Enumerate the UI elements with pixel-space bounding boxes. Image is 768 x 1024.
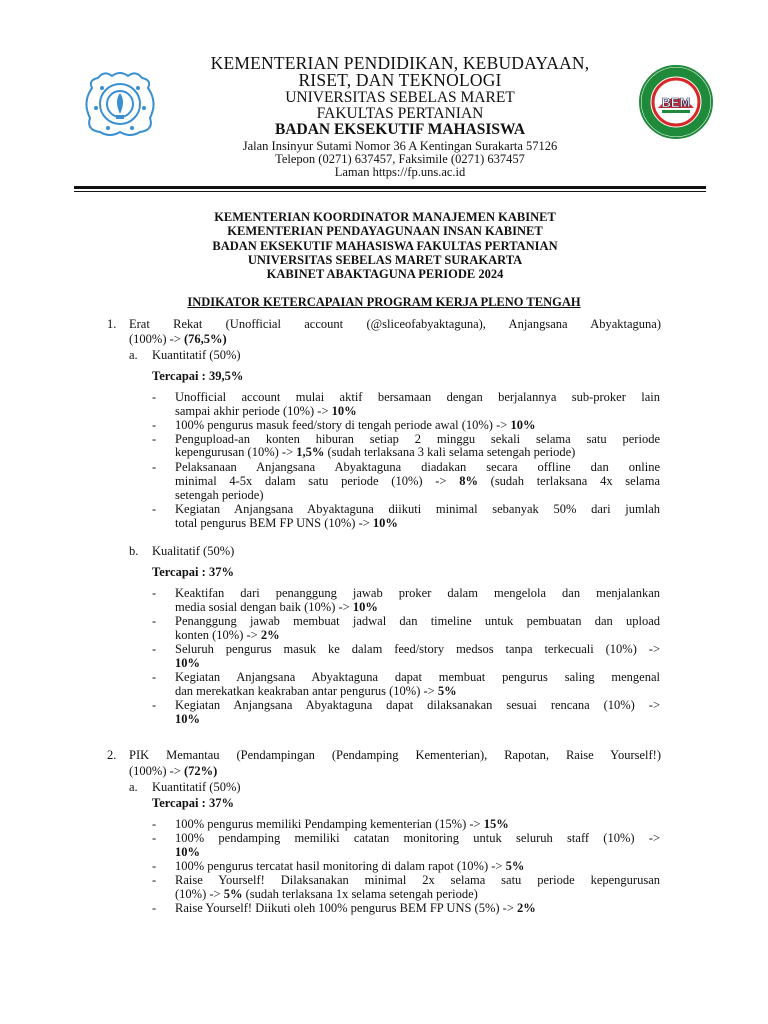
header-line: UNIVERSITAS SEBELAS MARET SURAKARTA xyxy=(247,253,523,267)
list-bullet: - xyxy=(152,586,157,600)
list-item: Seluruh pengurus masuk ke dalam feed/story medsos tanpa terkecuali (10%) -> xyxy=(175,642,660,656)
university-logo-icon xyxy=(78,68,162,138)
section-heading: PIK Memantau (Pendampingan (Pendamping Kementerian), Rapotan, Raise Yourself!) xyxy=(129,748,661,762)
bem-logo-icon xyxy=(638,64,714,140)
list-bullet: - xyxy=(152,432,157,446)
header-line: BADAN EKSEKUTIF MAHASISWA FAKULTAS PERTANIAN xyxy=(212,239,558,253)
list-bullet: - xyxy=(152,418,157,432)
sub-heading: Kuantitatif (50%) xyxy=(152,780,241,794)
university-name: UNIVERSITAS SEBELAS MARET xyxy=(285,89,515,106)
sub-label: b. xyxy=(129,544,139,558)
list-item: dan merekatkan keakraban antar pengurus (10%) -> 5% xyxy=(175,684,457,698)
list-bullet: - xyxy=(152,831,157,845)
list-item: Kegiatan Anjangsana Abyaktaguna dapat membuat pengurus saling mengenal xyxy=(175,670,660,684)
tercapai-label: Tercapai : 37% xyxy=(152,565,234,579)
faculty-name: FAKULTAS PERTANIAN xyxy=(316,105,484,122)
section-result: (72%) xyxy=(183,764,218,778)
list-item: 100% pengurus memiliki Pendamping kementerian (15%) -> 15% xyxy=(175,817,509,831)
header-line: KEMENTERIAN KOORDINATOR MANAJEMEN KABINET xyxy=(214,210,556,224)
list-item: 10% xyxy=(175,656,200,670)
list-bullet: - xyxy=(152,859,157,873)
web-line: Laman https://fp.uns.ac.id xyxy=(334,165,466,179)
sub-heading: Kuantitatif (50%) xyxy=(152,348,241,362)
list-bullet: - xyxy=(152,614,157,628)
list-item: Keaktifan dari penanggung jawab proker dalam mengelola dan menjalankan xyxy=(175,586,660,600)
list-item: minimal 4-5x dalam satu periode (10%) -> 8% (sudah terlaksana 4x selama xyxy=(175,474,660,488)
sub-label: a. xyxy=(129,348,138,362)
section-weight: (100%) -> (76,5%) xyxy=(129,332,227,346)
list-bullet: - xyxy=(152,698,157,712)
section-heading: Erat Rekat (Unofficial account (@sliceofabyaktaguna), Anjangsana Abyaktaguna) xyxy=(129,317,661,331)
document-title: INDIKATOR KETERCAPAIAN PROGRAM KERJA PLENO TENGAH xyxy=(187,295,581,309)
list-bullet: - xyxy=(152,390,157,404)
list-item: Raise Yourself! Diikuti oleh 100% pengurus BEM FP UNS (5%) -> 2% xyxy=(175,901,536,915)
tercapai-label: Tercapai : 37% xyxy=(152,796,234,810)
list-bullet: - xyxy=(152,670,157,684)
list-item: (10%) -> 5% (sudah terlaksana 1x selama setengah periode) xyxy=(175,887,478,901)
list-bullet: - xyxy=(152,502,157,516)
list-item: kepengurusan (10%) -> 1,5% (sudah terlaksana 3 kali selama setengah periode) xyxy=(175,445,576,459)
org-name: BADAN EKSEKUTIF MAHASISWA xyxy=(274,121,526,138)
section-number: 1. xyxy=(107,317,117,331)
list-item: Kegiatan Anjangsana Abyaktaguna diikuti minimal sebanyak 50% dari jumlah xyxy=(175,502,660,516)
list-item: Kegiatan Anjangsana Abyaktaguna dapat dilaksanakan sesuai rencana (10%) -> xyxy=(175,698,660,712)
list-item: 10% xyxy=(175,845,200,859)
list-item: sampai akhir periode (10%) -> 10% xyxy=(175,404,357,418)
list-item: 100% pengurus masuk feed/story di tengah periode awal (10%) -> 10% xyxy=(175,418,536,432)
list-item: Unofficial account mulai aktif bersamaan dengan berjalannya sub-proker lain xyxy=(175,390,660,404)
list-item: media sosial dengan baik (10%) -> 10% xyxy=(175,600,378,614)
list-bullet: - xyxy=(152,817,157,831)
list-item: Raise Yourself! Dilaksanakan minimal 2x selama satu periode kepengurusan xyxy=(175,873,660,887)
list-item: 10% xyxy=(175,712,200,726)
section-weight: (100%) -> (72%) xyxy=(129,764,218,778)
phone-line: Telepon (0271) 637457, Faksimile (0271) 637457 xyxy=(275,152,525,166)
ministry-line1: KEMENTERIAN PENDIDIKAN, KEBUDAYAAN, xyxy=(210,53,590,73)
header-line: KEMENTERIAN PENDAYAGUNAAN INSAN KABINET xyxy=(227,224,543,238)
sub-label: a. xyxy=(129,780,138,794)
list-item: 100% pengurus tercatat hasil monitoring di dalam rapot (10%) -> 5% xyxy=(175,859,525,873)
sub-heading: Kualitatif (50%) xyxy=(152,544,235,558)
section-number: 2. xyxy=(107,748,117,762)
list-item: Penanggung jawab membuat jadwal dan timeline untuk pembuatan dan upload xyxy=(175,614,660,628)
list-item: setengah periode) xyxy=(175,488,264,502)
letterhead-divider-thick xyxy=(74,186,706,189)
list-bullet: - xyxy=(152,460,157,474)
section-result: (76,5%) xyxy=(183,332,227,346)
ministry-line2: RISET, DAN TEKNOLOGI xyxy=(298,70,502,90)
tercapai-label: Tercapai : 39,5% xyxy=(152,369,244,383)
list-item: 100% pendamping memiliki catatan monitoring untuk seluruh staff (10%) -> xyxy=(175,831,660,845)
list-item: Pelaksanaan Anjangsana Abyaktaguna diadakan secara offline dan online xyxy=(175,460,660,474)
list-bullet: - xyxy=(152,901,157,915)
bem-logo-text: BEM xyxy=(661,95,691,110)
list-bullet: - xyxy=(152,642,157,656)
list-bullet: - xyxy=(152,873,157,887)
list-item: Pengupload-an konten hiburan setiap 2 minggu sekali selama satu periode xyxy=(175,432,660,446)
header-line: KABINET ABAKTAGUNA PERIODE 2024 xyxy=(266,267,504,281)
address-line: Jalan Insinyur Sutami Nomor 36 A Kentingan Surakarta 57126 xyxy=(242,139,558,153)
list-item: total pengurus BEM FP UNS (10%) -> 10% xyxy=(175,516,398,530)
letterhead-divider-thin xyxy=(74,191,706,192)
list-item: konten (10%) -> 2% xyxy=(175,628,280,642)
